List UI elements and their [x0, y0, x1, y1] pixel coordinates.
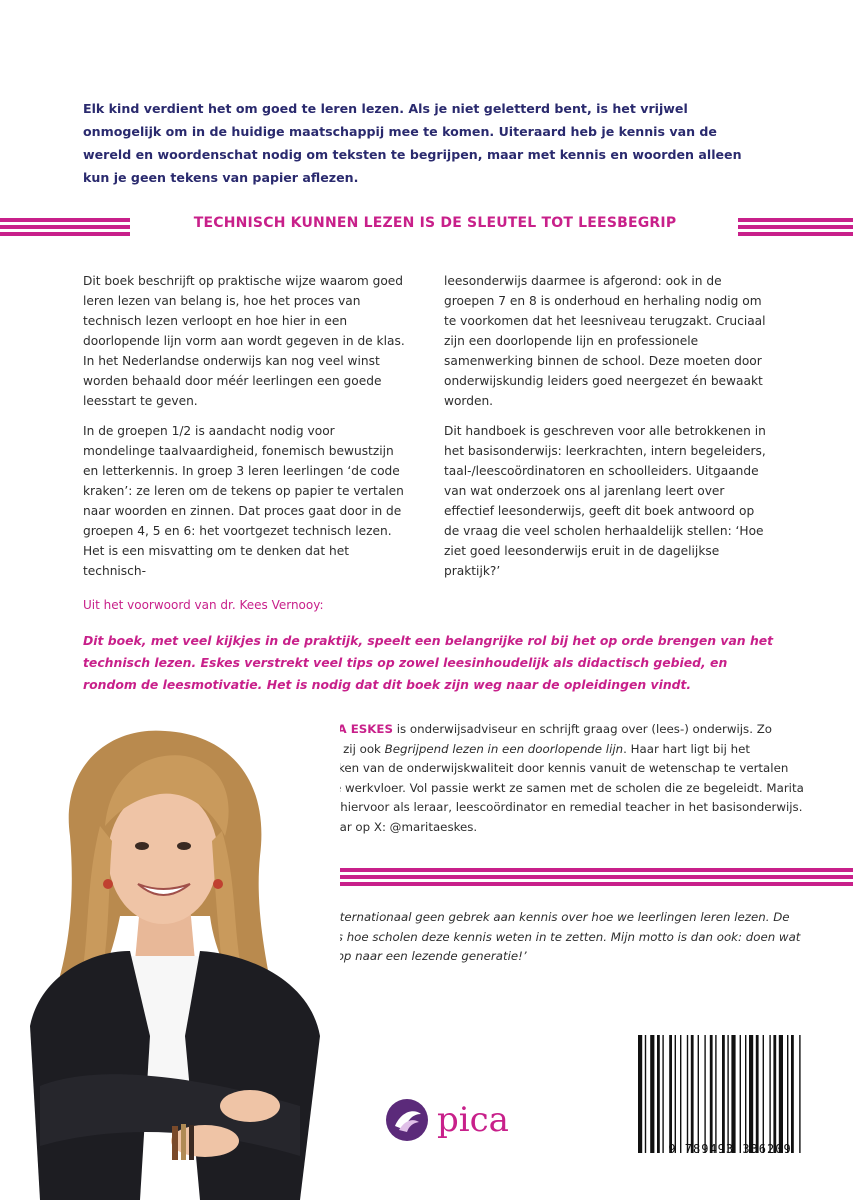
pica-emblem-icon [385, 1098, 429, 1142]
section-title: TECHNISCH KUNNEN LEZEN IS DE SLEUTEL TOT LEESBEGRIP [193, 215, 677, 231]
barcode-bar [691, 1035, 694, 1153]
publisher-name: pica [437, 1100, 509, 1140]
barcode-bar [787, 1035, 788, 1153]
publisher-logo [385, 1095, 525, 1145]
barcode-bar [638, 1035, 642, 1153]
foreword-quote: Dit boek, met veel kijkjes in de praktijk, speelt een belangrijke rol bij het op orde brengen van het technisch lezen. Eskes verstrekt veel tips op zowel leesinhoudelijk als didactisch gebied, en rondom de leesmotivatie. Het is nodig dat dit boek zijn weg naar de opleidingen vindt. [83, 633, 774, 692]
left-paragraph-2: In de groepen 1/2 is aandacht nodig voor mondelinge taalvaardigheid, fonemisch bewustzijn en letterkennis. In groep 3 leren leerlingen ‘de code kraken’: ze leren om de tekens op papier te vertalen naar woorden en zinnen. Dat proces gaat door in de groepen 4, 5 en 6: het voortgezet technisch lezen. Het is een misvatting om te denken dat het technisch- [83, 424, 404, 578]
bio-text-1: is onderwijsadviseur en schrijft graag over (lees-) onderwijs. Zo schreef zij ook [296, 722, 772, 756]
barcode-bar [669, 1035, 672, 1153]
barcode-bar [779, 1035, 783, 1153]
barcode-bar [704, 1035, 705, 1153]
barcode-bar [756, 1035, 759, 1153]
barcode-bar [727, 1035, 728, 1153]
barcode-bar [645, 1035, 646, 1153]
stripes-left [0, 218, 130, 236]
intro-paragraph: Elk kind verdient het om goed te leren lezen. Als je niet geletterd bent, is het vrijwel onmogelijk om in de huidige maatschappij mee te komen. Uiteraard heb je kennis van de wereld en woordenschat nodig om teksten te begrijpen, maar met kennis en woorden alleen kun je geen tekens van papier aflezen. [83, 101, 742, 185]
barcode-bar [710, 1035, 713, 1153]
isbn-number: 9 789493 336209 [668, 1142, 792, 1156]
author-bio [296, 720, 806, 837]
author-photo [0, 706, 340, 1200]
right-column [444, 271, 770, 591]
barcode-bar [763, 1035, 764, 1153]
barcode-bar [769, 1035, 770, 1153]
barcode-bar [749, 1035, 753, 1153]
barcode-bar [680, 1035, 681, 1153]
barcode-bar [731, 1035, 735, 1153]
barcode-bar [650, 1035, 654, 1153]
bio-text-2: . Haar hart ligt bij het versterken van de onderwijskwaliteit door kennis vanuit de wetenschap te vertalen naar de werkvloer. Vol passie werkt ze samen met de scholen die ze begeleidt. Marita werkte hiervoor als leraar, leescoördinator en remedial teacher in het basisonderwijs. Volg haar op X: @maritaeskes. [296, 741, 804, 834]
barcode-bar [773, 1035, 776, 1153]
barcode-bar [687, 1035, 688, 1153]
barcode-bar [745, 1035, 746, 1153]
right-paragraph-2: Dit handboek is geschreven voor alle betrokkenen in het basisonderwijs: leerkrachten, intern begeleiders, taal-/leescoördinatoren en schoolleiders. Uitgaande van wat onderzoek ons al jarenlang leert over effectief leesonderwijs, geeft dit boek antwoord op de vraag die veel scholen herhaaldelijk stellen: ‘Hoe ziet goed leesonderwijs eruit in de dagelijkse praktijk?’ [444, 424, 766, 578]
barcode-bar [715, 1035, 716, 1153]
book-title: Begrijpend lezen in een doorlopende lijn [384, 741, 624, 756]
author-quote: ‘Er is internationaal geen gebrek aan kennis over hoe we leerlingen leren lezen. De vraag is hoe scholen deze kennis weten in te zetten. Mijn motto is dan ook: doen wat werkt, op naar een lezende generatie!’ [296, 910, 801, 963]
foreword-label: Uit het voorwoord van dr. Kees Vernooy: [83, 598, 324, 612]
left-paragraph-1: Dit boek beschrijft op praktische wijze waarom goed leren lezen van belang is, hoe het proces van technisch lezen verloopt en hoe hier in een doorlopende lijn vorm aan wordt gegeven in de klas. In het Nederlandse onderwijs kan nog veel winst worden behaald door méér leerlingen een goede leesstart te geven. [83, 274, 405, 408]
barcode-bar [740, 1035, 741, 1153]
barcode-bar [722, 1035, 725, 1153]
barcode-bar [662, 1035, 663, 1153]
right-paragraph-1: leesonderwijs daarmee is afgerond: ook in de groepen 7 en 8 is onderhoud en herhaling nodig om te voorkomen dat het leesniveau terugzakt. Cruciaal zijn een doorlopende lijn en professionele samenwerking binnen de school. Deze moeten door onderwijskundig leiders goed neergezet én bewaakt worden. [444, 274, 766, 408]
barcode-bar [698, 1035, 699, 1153]
stripes-right [738, 218, 853, 236]
barcode-bar [799, 1035, 800, 1153]
left-column [83, 271, 409, 591]
barcode-bar [675, 1035, 676, 1153]
barcode-bar [657, 1035, 660, 1153]
barcode-bar [791, 1035, 794, 1153]
author-name: MARITA ESKES [296, 722, 393, 736]
